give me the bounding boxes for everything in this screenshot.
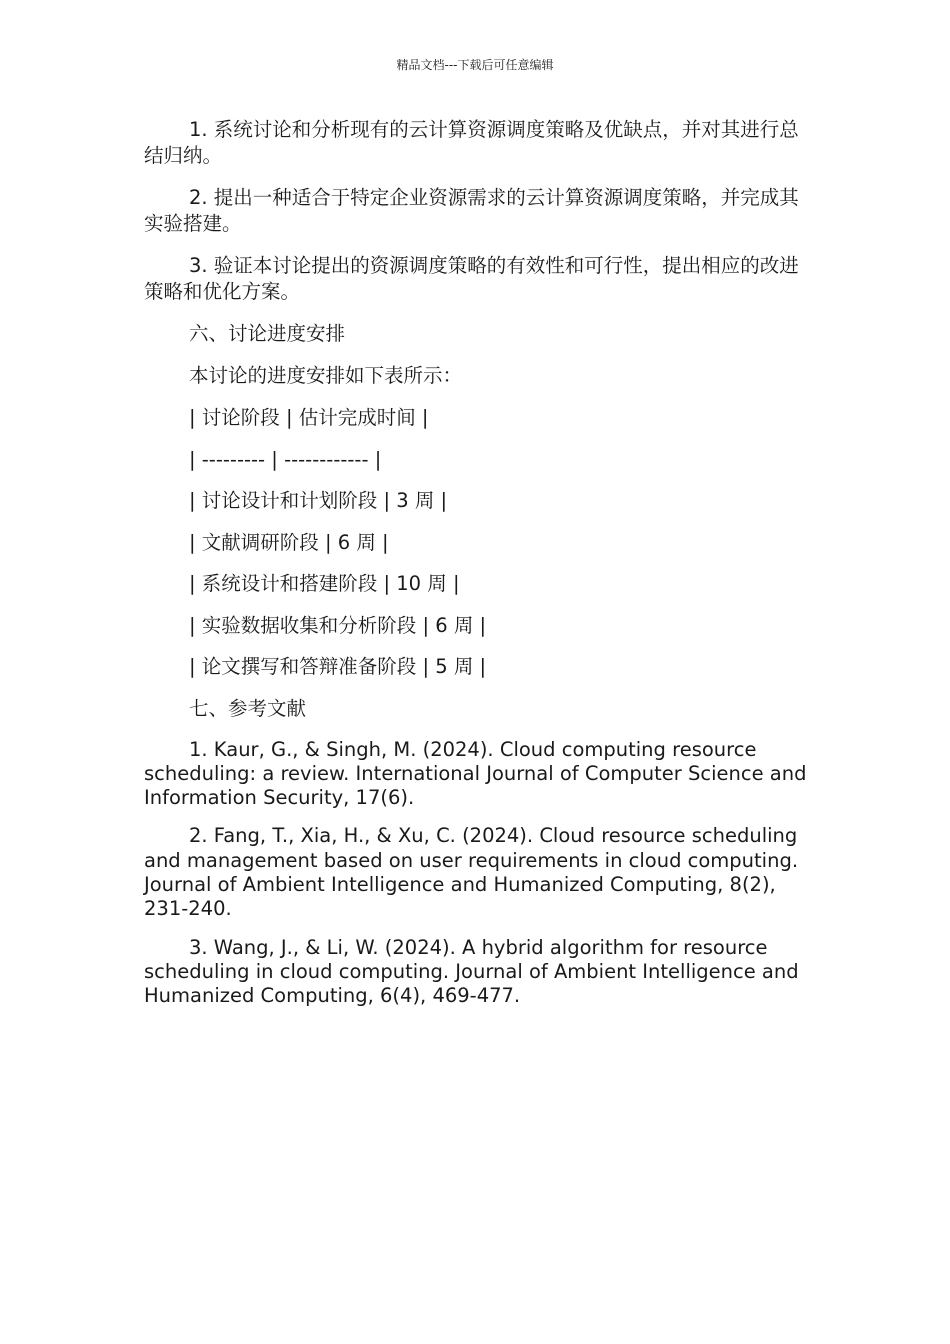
objective-2: 2. 提出一种适合于特定企业资源需求的云计算资源调度策略，并完成其实验搭建。 bbox=[144, 186, 799, 235]
schedule-table-header: | 讨论阶段 | 估计完成时间 | bbox=[189, 406, 429, 429]
schedule-table-separator: | --------- | ------------ | bbox=[189, 447, 382, 471]
document-body bbox=[144, 117, 808, 1022]
schedule-row: | 实验数据收集和分析阶段 | 6 周 | bbox=[189, 613, 487, 637]
schedule-row: | 论文撰写和答辩准备阶段 | 5 周 | bbox=[189, 655, 487, 678]
reference-item: 2. Fang, T., Xia, H., & Xu, C. (2024). Cloud resource scheduling and management based on user requirements in cloud computing. Journal of Ambient Intelligence and Humanized Computing, 8(2), 231-240. bbox=[144, 824, 799, 921]
schedule-row: | 讨论设计和计划阶段 | 3 周 | bbox=[189, 489, 448, 512]
schedule-row: | 文献调研阶段 | 6 周 | bbox=[189, 530, 389, 554]
section-heading-references: 七、参考文献 bbox=[189, 696, 307, 720]
schedule-intro: 本讨论的进度安排如下表所示： bbox=[189, 364, 463, 387]
objective-3: 3. 验证本讨论提出的资源调度策略的有效性和可行性，提出相应的改进策略和优化方案。 bbox=[144, 254, 799, 303]
reference-item: 1. Kaur, G., & Singh, M. (2024). Cloud computing resource scheduling: a review. International Journal of Computer Science and Information Security, 17(6). bbox=[144, 737, 807, 810]
objective-1: 1. 系统讨论和分析现有的云计算资源调度策略及优缺点，并对其进行总结归纳。 bbox=[144, 118, 799, 167]
page-header: 精品文档---下载后可任意编辑 bbox=[396, 58, 554, 72]
section-heading-schedule: 六、讨论进度安排 bbox=[189, 322, 346, 345]
reference-item: 3. Wang, J., & Li, W. (2024). A hybrid algorithm for resource scheduling in cloud computing. Journal of Ambient Intelligence and Humanized Computing, 6(4), 469-477. bbox=[144, 935, 799, 1008]
schedule-row: | 系统设计和搭建阶段 | 10 周 | bbox=[189, 572, 460, 595]
